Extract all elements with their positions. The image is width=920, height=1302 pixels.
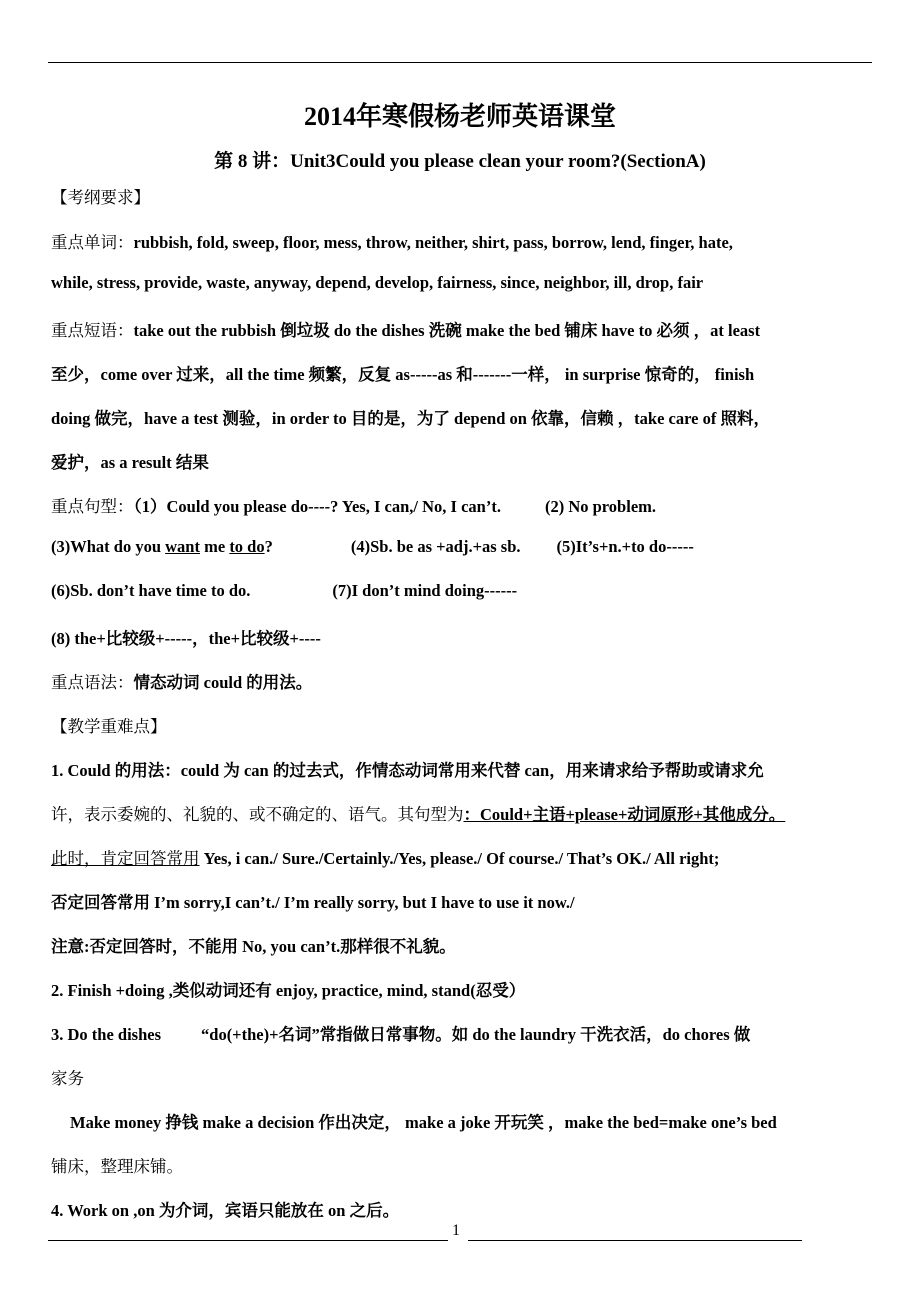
key-words-line-1: 重点单词：rubbish, fold, sweep, floor, mess, throw, neither, shirt, pass, borrow, lend, finger, hate,	[51, 233, 733, 252]
key-phrases-line-4: 爱护，as a result 结果	[51, 453, 209, 472]
footer-rule-right	[468, 1240, 802, 1241]
key-sentences-line-3: (6)Sb. don’t have time to do. (7)I don’t mind doing------	[51, 581, 518, 600]
section-heading-key-points: 【教学重难点】	[51, 717, 167, 736]
document-title: 2014年寒假杨老师英语课堂	[303, 102, 616, 131]
key-sentences-line-1: 重点句型：（1）Could you please do----? Yes, I can,/ No, I can’t. (2) No problem.	[51, 497, 657, 516]
point-3-line-2: 家务	[51, 1069, 84, 1088]
page-number: 1	[452, 1222, 460, 1239]
point-2: 2. Finish +doing ,类似动词还有 enjoy, practice, mind, stand(忍受）	[51, 981, 526, 1000]
header-rule	[48, 62, 872, 63]
key-phrases-line-2: 至少，come over 过来，all the time 频繁，反复 as-----as 和-------一样， in surprise 惊奇的， finish	[51, 365, 755, 384]
point-1-line-4: 否定回答常用 I’m sorry,I can’t./ I’m really sorry, but I have to use it now./	[51, 893, 575, 912]
point-1-line-2: 许，表示委婉的、礼貌的、或不确定的、语气。其句型为：Could+主语+please+动词原形+其他成分。	[51, 805, 786, 824]
point-3-line-1: 3. Do the dishes “do(+the)+名词”常指做日常事物。如 do the laundry 干洗衣活，do chores 做	[51, 1025, 751, 1044]
point-3-line-3: Make money 挣钱 make a decision 作出决定， make a joke 开玩笑 ，make the bed=make one’s bed	[70, 1113, 777, 1132]
key-words-line-2: while, stress, provide, waste, anyway, depend, develop, fairness, since, neighbor, ill, drop, fair	[51, 273, 704, 292]
point-3-line-4: 铺床，整理床铺。	[51, 1157, 183, 1176]
point-1-line-3: 此时，肯定回答常用 Yes, i can./ Sure./Certainly./Yes, please./ Of course./ That’s OK./ All right;	[51, 849, 720, 868]
key-sentences-line-4: (8) the+比较级+-----，the+比较级+----	[51, 629, 321, 648]
section-heading-requirements: 【考纲要求】	[51, 188, 150, 207]
key-phrases-line-1: 重点短语：take out the rubbish 倒垃圾 do the dishes 洗碗 make the bed 铺床 have to 必须 ，at least	[51, 321, 761, 340]
key-phrases-line-3: doing 做完，have a test 测验，in order to 目的是，为了 depend on 依靠，信赖 ，take care of 照料，	[51, 409, 770, 428]
key-grammar: 重点语法：情态动词 could 的用法。	[51, 673, 313, 692]
lesson-subtitle: 第 8 讲：Unit3Could you please clean your room?(SectionA)	[214, 151, 706, 172]
point-1-line-5: 注意:否定回答时，不能用 No, you can’t.那样很不礼貌。	[51, 937, 456, 956]
point-4: 4. Work on ,on 为介词，宾语只能放在 on 之后。	[51, 1201, 400, 1220]
footer-rule-left	[48, 1240, 448, 1241]
point-1-line-1: 1. Could 的用法：could 为 can 的过去式，作情态动词常用来代替 can，用来请求给予帮助或请求允	[51, 761, 764, 780]
key-sentences-line-2: (3)What do you want me to do? (4)Sb. be as +adj.+as sb. (5)It’s+n.+to do-----	[51, 537, 694, 556]
